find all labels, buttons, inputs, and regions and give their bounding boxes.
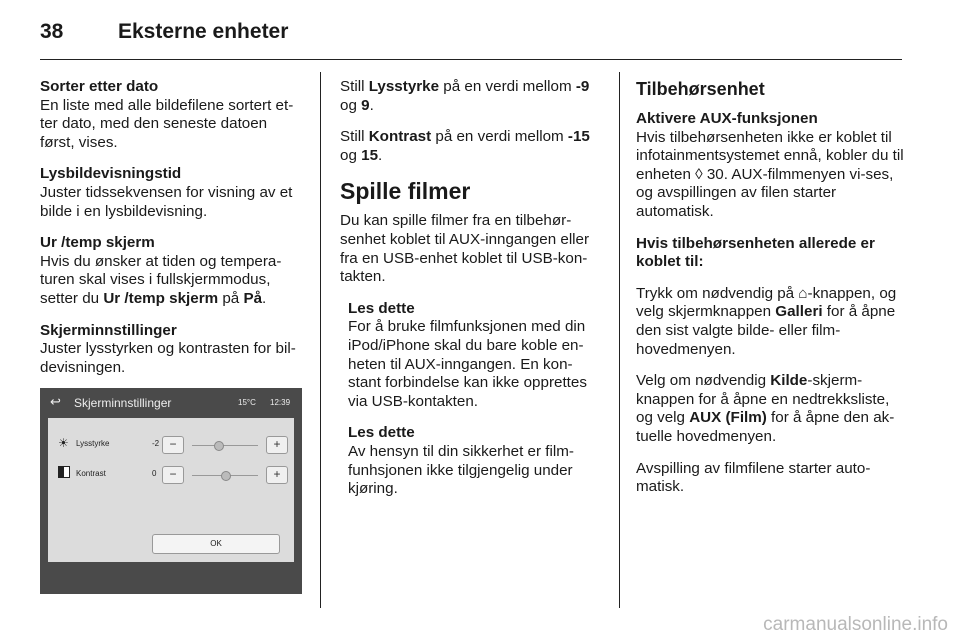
- screen-settings-title: Skjerminnstillinger: [40, 321, 177, 339]
- paragraph-home: Trykk om nødvendig på ⌂-knappen, og velg skjermknappen Galleri for å åpne den sist valgte bilde- eller film-hovedmenyen.: [636, 284, 897, 358]
- note-2: [348, 424, 602, 498]
- screen-body: [48, 418, 294, 562]
- back-icon: ↩: [50, 394, 61, 409]
- sort-text: En liste med alle bildefilene sortert et-ter dato, med den seneste datoen først, vises.: [40, 96, 294, 151]
- slideshow-text: Juster tidssekvensen for visning av et bilde i en lysbildevisning.: [40, 183, 293, 220]
- note-1-title: Les dette: [348, 299, 415, 317]
- paragraph-source: Velg om nødvendig Kilde-skjerm-knappen for å åpne en nedtrekksliste, og velg AUX (Film) for å åpne den ak-tuelle hovedmenyen.: [636, 372, 895, 445]
- brightness-minus-button[interactable]: −: [162, 436, 184, 454]
- column-divider: [619, 72, 620, 608]
- brightness-label: Lysstyrke: [76, 439, 110, 448]
- column-1: [40, 78, 305, 390]
- settings-screenshot: [40, 388, 302, 594]
- header-rule: [40, 59, 902, 60]
- home-icon: ⌂: [798, 284, 808, 302]
- screen-title: Skjerminnstillinger: [74, 396, 172, 410]
- column-3: [636, 78, 904, 510]
- slideshow-title: Lysbildevisningstid: [40, 165, 182, 183]
- contrast-plus-button[interactable]: +: [266, 466, 288, 484]
- brightness-value: -2: [152, 439, 160, 448]
- column-divider: [320, 72, 321, 608]
- ok-button[interactable]: OK: [152, 534, 280, 554]
- contrast-slider-knob[interactable]: [221, 471, 231, 481]
- screen-time: 12:39: [270, 398, 291, 407]
- contrast-value: 0: [152, 469, 157, 478]
- clock-text: Hvis du ønsker at tiden og tempera-turen skal vises i fullskjermmodus, setter du Ur /temp skjerm på På.: [40, 252, 282, 307]
- aux-title: Aktivere AUX-funksjonen: [636, 110, 818, 127]
- sort-title: Sorter etter dato: [40, 78, 159, 95]
- page-number: 38: [40, 20, 64, 43]
- watermark: carmanualsonline.info: [763, 614, 948, 635]
- contrast-row: [58, 464, 288, 486]
- note-2-text: Av hensyn til din sikkerhet er film-funhsjonen ikke tilgjengelig under kjøring.: [348, 442, 574, 498]
- clock-title: Ur /temp skjerm: [40, 234, 155, 252]
- contrast-label: Kontrast: [76, 469, 106, 478]
- contrast-range-text: Still Kontrast på en verdi mellom -15 og 15.: [340, 128, 590, 164]
- movies-heading: Spille filmer: [340, 178, 471, 205]
- brightness-plus-button[interactable]: +: [266, 436, 288, 454]
- paragraph-autoplay: Avspilling av filmfilene starter auto-matisk.: [636, 459, 871, 496]
- brightness-slider[interactable]: [192, 445, 258, 446]
- screen-top-bar: [40, 388, 302, 418]
- column-2: [340, 78, 602, 512]
- aux-text: Hvis tilbehørsenheten ikke er koblet til infotainmentsystemet ennå, kobler du til enheten ◊ 30. AUX-filmmenyen vi-ses, og avspillingen av filen starter automatisk.: [636, 128, 904, 220]
- contrast-minus-button[interactable]: −: [162, 466, 184, 484]
- brightness-slider-knob[interactable]: [214, 441, 224, 451]
- accessory-heading: Tilbehørsenhet: [636, 79, 765, 99]
- page-header: [40, 20, 288, 44]
- movies-text: Du kan spille filmer fra en tilbehør-senhet koblet til AUX-inngangen eller fra en USB-enhet koblet til USB-kon-takten.: [340, 212, 590, 286]
- brightness-row: [58, 434, 288, 456]
- page-title: Eksterne enheter: [118, 20, 289, 43]
- note-2-title: Les dette: [348, 424, 415, 442]
- screen-settings-text: Juster lysstyrken og kontrasten for bil-devisningen.: [40, 340, 296, 376]
- brightness-range-text: Still Lysstyrke på en verdi mellom -9 og 9.: [340, 78, 590, 114]
- note-1-text: For å bruke filmfunksjonen med din iPod/iPhone skal du bare koble en-heten til AUX-inngangen. En kon-stant forbindelse kan ikke opprettes via USB-kontakten.: [348, 318, 587, 410]
- screen-temperature: 15°C: [238, 398, 256, 407]
- sun-icon: ☀: [58, 436, 69, 450]
- note-1: [348, 300, 602, 412]
- connected-title: Hvis tilbehørsenheten allerede er koblet til:: [636, 234, 875, 271]
- contrast-icon: [58, 466, 70, 478]
